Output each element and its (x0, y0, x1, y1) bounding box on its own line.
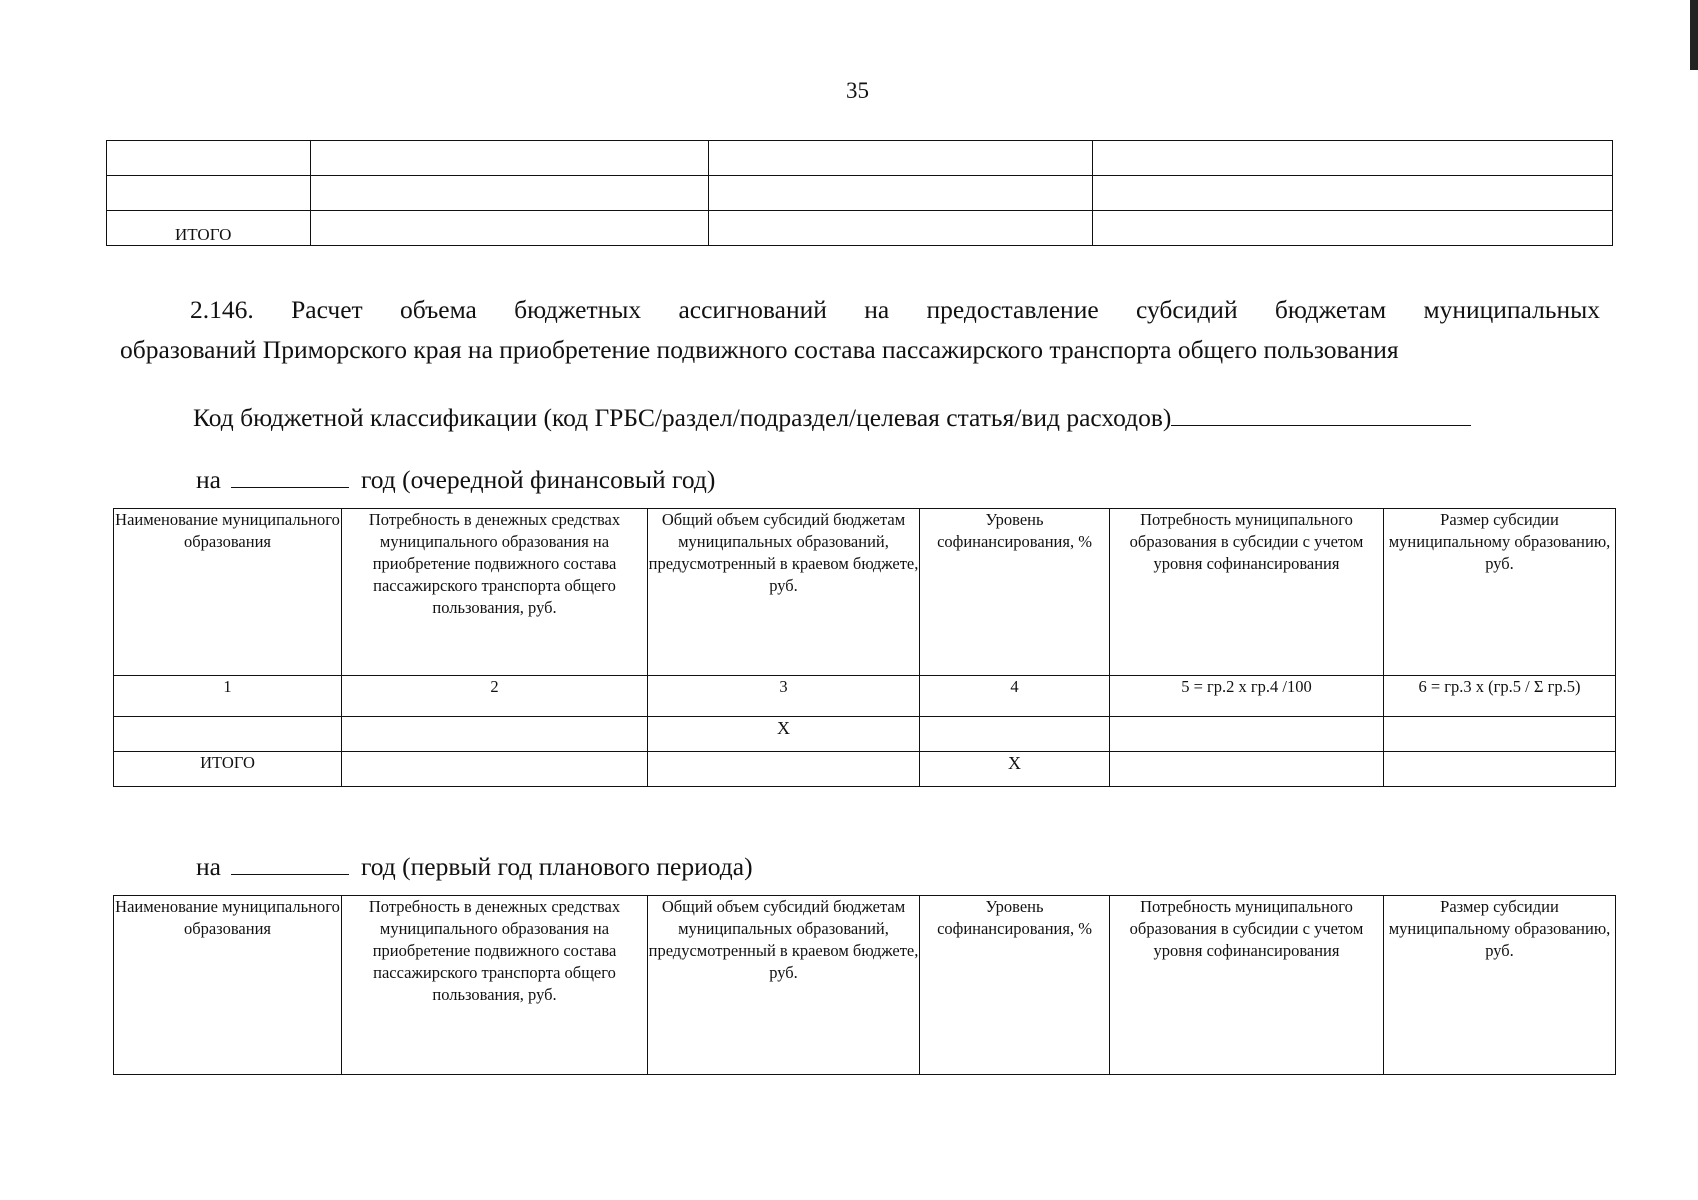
table-cell (107, 141, 311, 176)
section-heading-line-2: образований Приморского края на приобретение подвижного состава пассажирского транспорта общего пользования (120, 335, 1399, 364)
column-header: Размер субсидии муниципальному образованию, руб. (1384, 509, 1616, 676)
column-header: Общий объем субсидий бюджетам муниципальных образований, предусмотренный в краевом бюджете, руб. (648, 509, 920, 676)
column-header: Наименование муниципального образования (114, 896, 342, 1075)
total-row (114, 752, 1616, 787)
table-cell (342, 752, 648, 787)
column-header: Общий объем субсидий бюджетам муниципальных образований, предусмотренный в краевом бюджете, руб. (648, 896, 920, 1075)
table-cell (342, 717, 648, 752)
total-label: ИТОГО (107, 211, 311, 246)
previous-table (106, 140, 1613, 246)
column-number: 5 = гр.2 х гр.4 /100 (1110, 676, 1384, 717)
column-number: 1 (114, 676, 342, 717)
column-header: Размер субсидии муниципальному образованию, руб. (1384, 896, 1616, 1075)
header-row (114, 896, 1616, 1075)
table-row (114, 717, 1616, 752)
calculation-table-current-year (113, 508, 1616, 787)
kbk-blank-field (1171, 403, 1471, 426)
column-header: Потребность муниципального образования в субсидии с учетом уровня софинансирования (1110, 509, 1384, 676)
table-cell (311, 211, 709, 246)
column-header: Уровень софинансирования, % (920, 896, 1110, 1075)
table-row (107, 141, 1613, 176)
table-cell (1384, 717, 1616, 752)
year-blank-field (231, 854, 349, 875)
year-line-current (196, 465, 715, 495)
header-row (114, 509, 1616, 676)
year-suffix: год (очередной финансовый год) (360, 465, 716, 494)
table-cell (709, 176, 1093, 211)
column-header: Потребность в денежных средствах муниципального образования на приобретение подвижного состава пассажирского транспорта общего пользования, руб. (342, 896, 648, 1075)
column-header: Наименование муниципального образования (114, 509, 342, 676)
table-cell (311, 176, 709, 211)
total-row (107, 211, 1613, 246)
table-cell (107, 176, 311, 211)
table-row (107, 176, 1613, 211)
table-cell (311, 141, 709, 176)
year-suffix: год (первый год планового периода) (360, 852, 753, 881)
kbk-label: Код бюджетной классификации (код ГРБС/раздел/подраздел/целевая статья/вид расходов) (193, 403, 1172, 432)
scan-edge-mark (1690, 0, 1698, 70)
column-number: 6 = гр.3 х (гр.5 / Σ гр.5) (1384, 676, 1616, 717)
column-number: 2 (342, 676, 648, 717)
table-cell (709, 141, 1093, 176)
table-cell (1093, 141, 1613, 176)
column-header: Потребность муниципального образования в субсидии с учетом уровня софинансирования (1110, 896, 1384, 1075)
table-cell (1093, 211, 1613, 246)
column-header: Потребность в денежных средствах муниципального образования на приобретение подвижного состава пассажирского транспорта общего пользования, руб. (342, 509, 648, 676)
table-cell (1093, 176, 1613, 211)
x-mark: Х (920, 752, 1110, 787)
section-heading (120, 290, 1600, 370)
page-number: 35 (846, 78, 869, 103)
table-cell (1110, 717, 1384, 752)
table-cell (648, 752, 920, 787)
year-prefix: на (196, 852, 221, 881)
table-cell (114, 717, 342, 752)
column-number: 4 (920, 676, 1110, 717)
table-cell (1110, 752, 1384, 787)
table-cell (920, 717, 1110, 752)
year-blank-field (231, 467, 349, 488)
column-header: Уровень софинансирования, % (920, 509, 1110, 676)
total-label: ИТОГО (114, 752, 342, 787)
calculation-table-planning-year (113, 895, 1616, 1075)
kbk-line (193, 403, 1471, 433)
table-cell (709, 211, 1093, 246)
column-numbers-row (114, 676, 1616, 717)
column-number: 3 (648, 676, 920, 717)
x-mark: Х (648, 717, 920, 752)
year-line-planning (196, 852, 753, 882)
year-prefix: на (196, 465, 221, 494)
section-heading-line-1: 2.146. Расчет объема бюджетных ассигнований на предоставление субсидий бюджетам муниципальных (190, 295, 1600, 324)
table-cell (1384, 752, 1616, 787)
